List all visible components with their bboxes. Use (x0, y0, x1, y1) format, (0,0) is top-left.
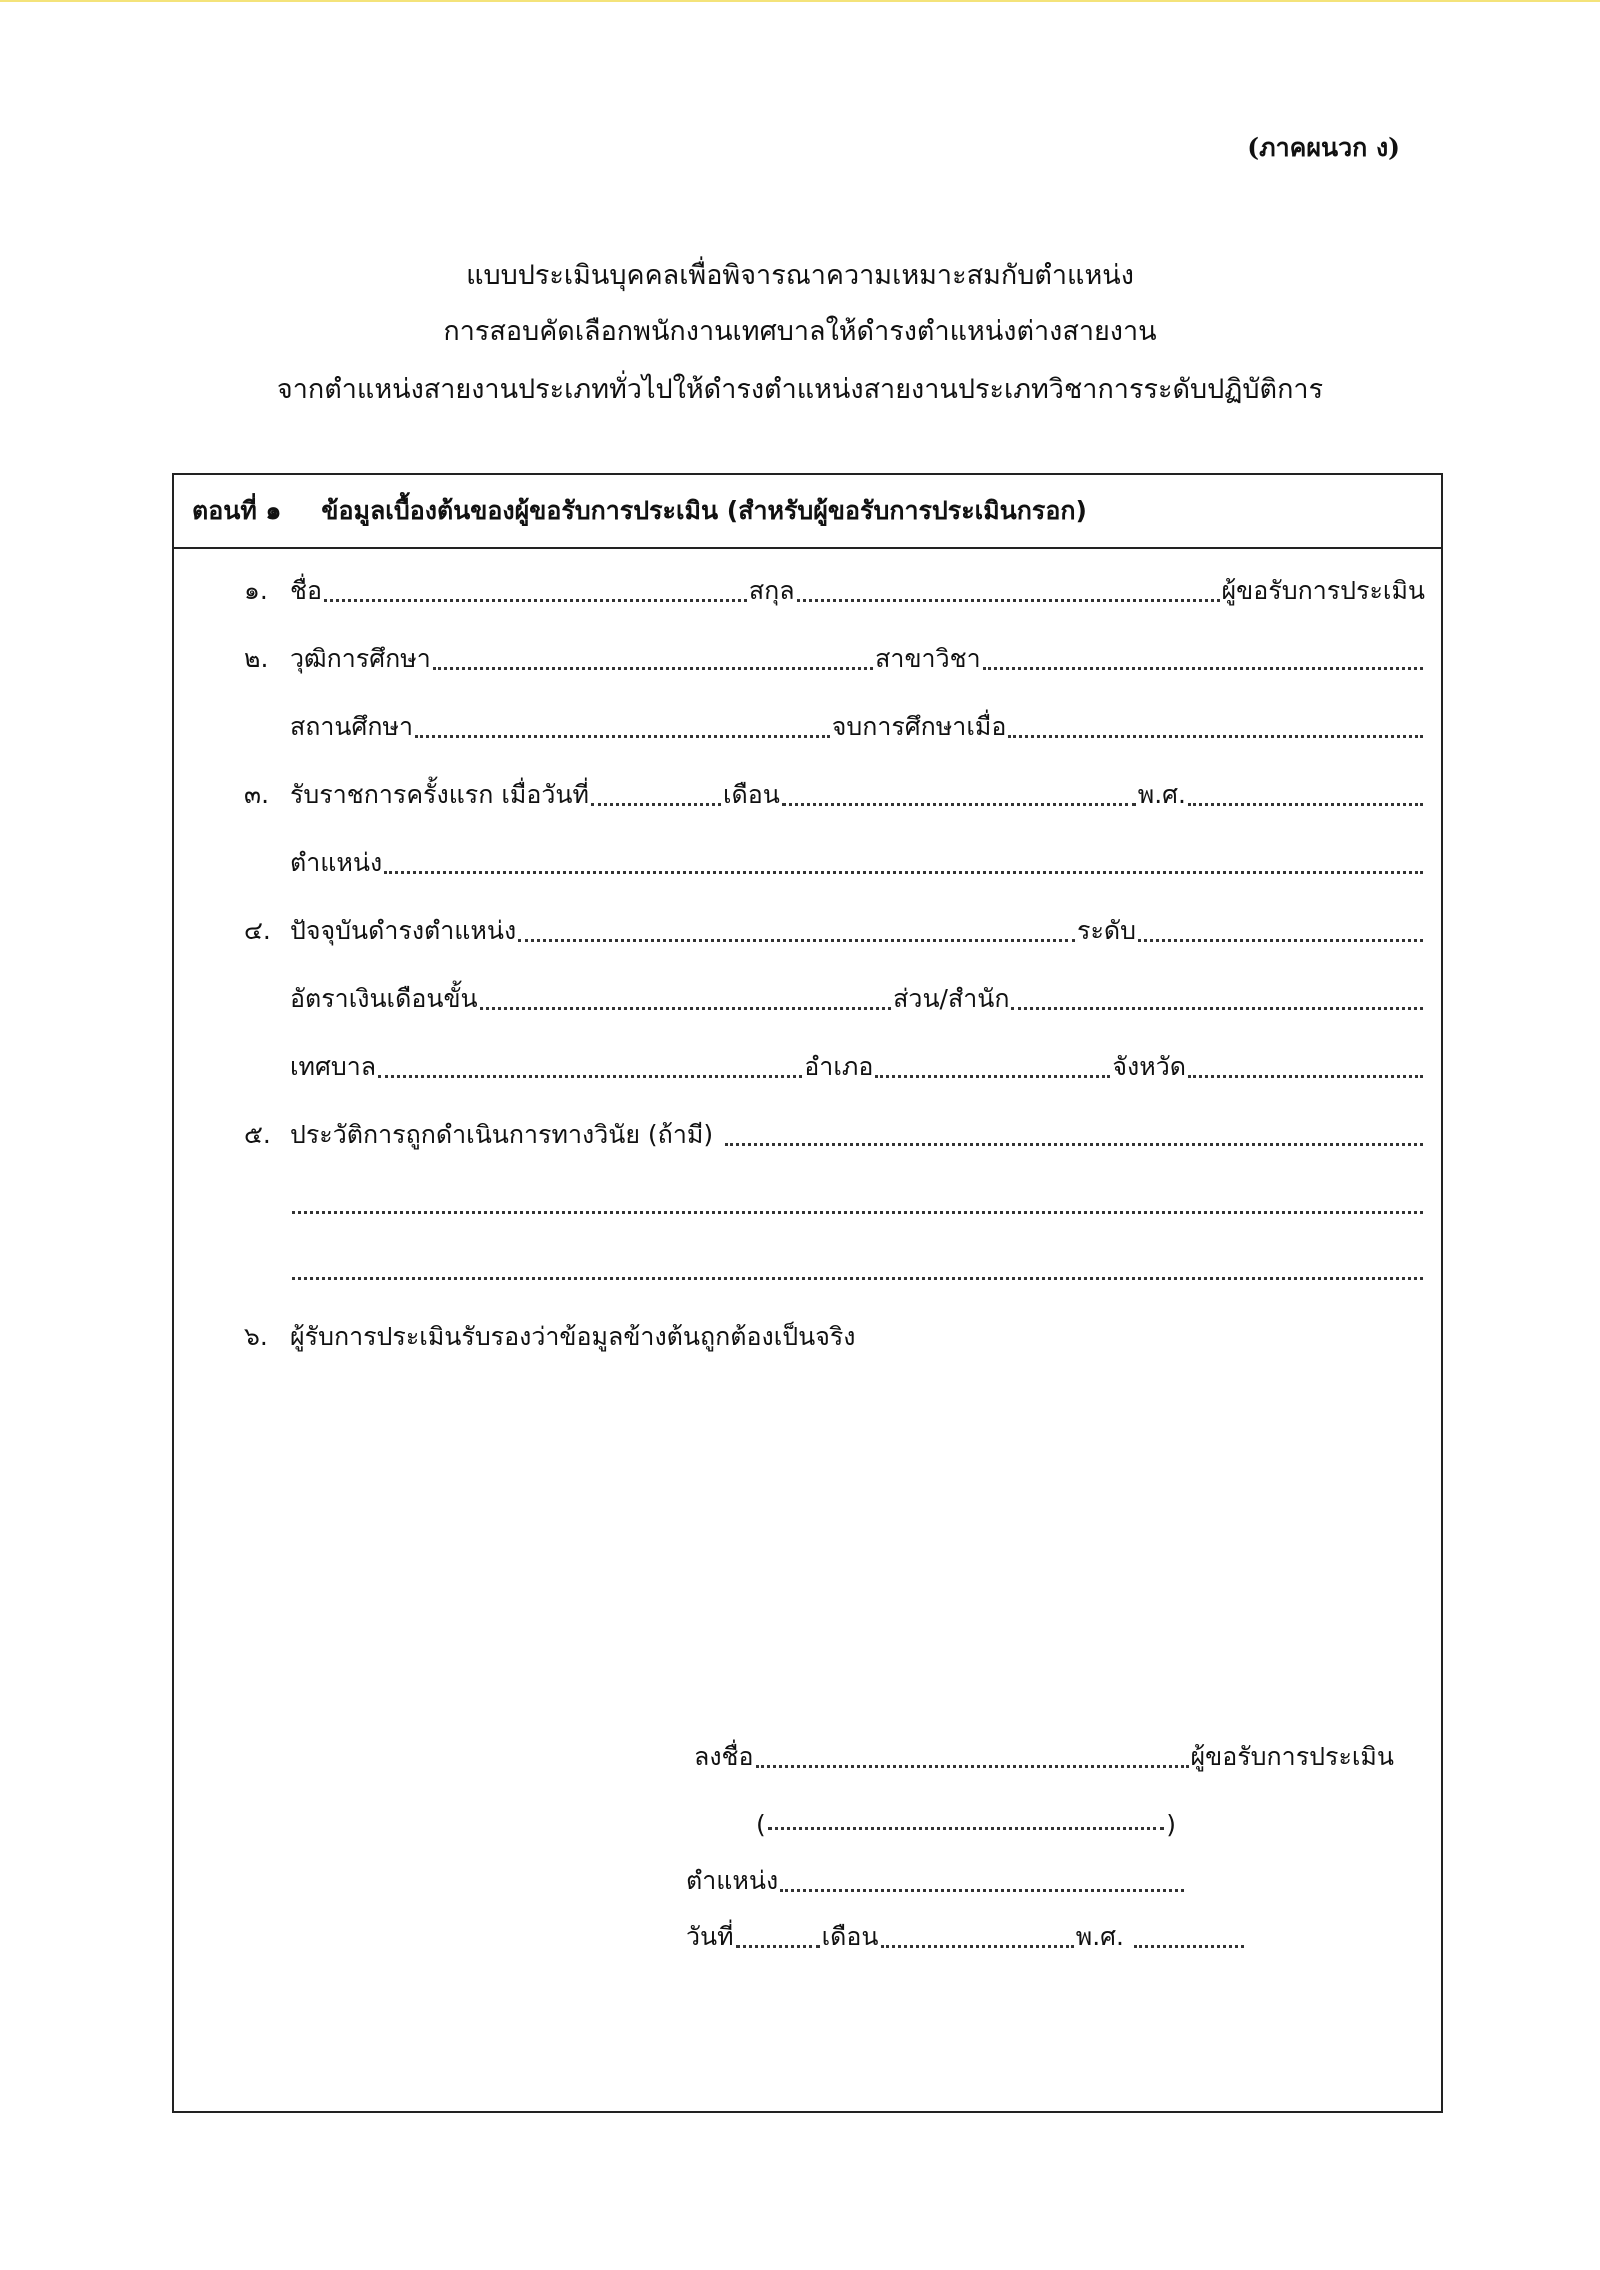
printed-name-field[interactable] (768, 1827, 1164, 1830)
row-discipline-2 (290, 1179, 1425, 1223)
printed-name-row (756, 1795, 1176, 1839)
row-name (244, 567, 1425, 611)
form-frame (172, 473, 1443, 2113)
name-field[interactable] (324, 599, 747, 602)
municipality-label: เทศบาล (290, 1052, 377, 1081)
month-label: เดือน (722, 780, 780, 809)
first-service-day-field[interactable] (591, 803, 721, 806)
municipality-field[interactable] (378, 1075, 802, 1078)
position-label: ตำแหน่ง (290, 848, 383, 877)
signature-position-label: ตำแหน่ง (686, 1866, 779, 1895)
salary-label: อัตราเงินเดือนขั้น (290, 984, 478, 1013)
item-number: ๕. (244, 1120, 271, 1149)
district-label: อำเภอ (804, 1052, 874, 1081)
date-day-field[interactable] (736, 1945, 820, 1948)
level-field[interactable] (1138, 939, 1423, 942)
surname-field[interactable] (797, 599, 1220, 602)
signature-position-field[interactable] (780, 1889, 1184, 1892)
item-number: ๖. (244, 1322, 268, 1351)
signature-position-row (686, 1857, 1186, 1901)
discipline-field-line-2[interactable] (292, 1211, 1423, 1214)
section-header (174, 475, 1441, 549)
institution-label: สถานศึกษา (290, 712, 414, 741)
certify-text: ผู้รับการประเมินรับรองว่าข้อมูลข้างต้นถูกต้องเป็นจริง (290, 1322, 856, 1351)
first-service-month-field[interactable] (782, 803, 1136, 806)
title-line-2: การสอบคัดเลือกพนักงานเทศบาลให้ดำรงตำแหน่งต่างสายงาน (443, 316, 1157, 347)
paren-close: ) (1166, 1810, 1176, 1839)
institution-field[interactable] (415, 735, 830, 738)
sign-label: ลงชื่อ (694, 1742, 754, 1771)
row-degree (244, 635, 1425, 679)
row-salary (290, 975, 1425, 1019)
row-position (290, 839, 1425, 883)
signature-applicant-label: ผู้ขอรับการประเมิน (1190, 1742, 1394, 1771)
salary-field[interactable] (480, 1007, 892, 1010)
be-year-label: พ.ศ. (1137, 780, 1186, 809)
row-municipality (290, 1043, 1425, 1087)
province-label: จังหวัด (1112, 1052, 1186, 1081)
graduated-field[interactable] (1008, 735, 1423, 738)
row-certify (244, 1313, 1425, 1357)
signature-field[interactable] (756, 1765, 1189, 1768)
appendix-label: (ภาคผนวก ง) (1247, 133, 1400, 162)
row-discipline (244, 1111, 1425, 1155)
section-part: ตอนที่ ๑ (192, 496, 282, 525)
date-month-field[interactable] (881, 1945, 1074, 1948)
discipline-label: ประวัติการถูกดำเนินการทางวินัย (ถ้ามี) (290, 1120, 714, 1149)
surname-label: สกุล (748, 576, 795, 605)
current-position-label: ปัจจุบันดำรงตำแหน่ง (290, 916, 517, 945)
first-service-label: รับราชการครั้งแรก เมื่อวันที่ (290, 780, 589, 809)
applicant-label: ผู้ขอรับการประเมิน (1221, 576, 1426, 605)
name-label: ชื่อ (290, 576, 322, 605)
date-month-label: เดือน (821, 1922, 879, 1951)
district-field[interactable] (875, 1075, 1110, 1078)
row-discipline-3 (290, 1245, 1425, 1289)
degree-label: วุฒิการศึกษา (290, 644, 431, 673)
signature-row (694, 1733, 1394, 1777)
row-institution (290, 703, 1425, 747)
division-field[interactable] (1011, 1007, 1423, 1010)
degree-field[interactable] (433, 667, 873, 670)
first-service-year-field[interactable] (1188, 803, 1423, 806)
date-be-label: พ.ศ. (1075, 1922, 1124, 1951)
title-line-1: แบบประเมินบุคคลเพื่อพิจารณาความเหมาะสมกับตำแหน่ง (466, 260, 1134, 291)
division-label: ส่วน/สำนัก (893, 984, 1010, 1013)
signature-date-row (686, 1913, 1246, 1957)
date-label: วันที่ (686, 1922, 734, 1951)
top-border-line (0, 0, 1600, 2)
item-number: ๑. (244, 576, 268, 605)
item-number: ๔. (244, 916, 271, 945)
graduated-label: จบการศึกษาเมื่อ (831, 712, 1007, 741)
level-label: ระดับ (1077, 916, 1136, 945)
row-current-position (244, 907, 1425, 951)
title-line-3: จากตำแหน่งสายงานประเภททั่วไปให้ดำรงตำแหน่งสายงานประเภทวิชาการระดับปฏิบัติการ (276, 374, 1324, 405)
major-field[interactable] (983, 667, 1423, 670)
province-field[interactable] (1188, 1075, 1423, 1078)
position-field[interactable] (384, 871, 1423, 874)
major-label: สาขาวิชา (875, 644, 981, 673)
item-number: ๒. (244, 644, 269, 673)
date-year-field[interactable] (1134, 1945, 1244, 1948)
item-number: ๓. (244, 780, 270, 809)
discipline-field-line-3[interactable] (292, 1277, 1423, 1280)
current-position-field[interactable] (518, 939, 1075, 942)
section-heading: ข้อมูลเบื้องต้นของผู้ขอรับการประเมิน (สำหรับผู้ขอรับการประเมินกรอก) (321, 496, 1087, 525)
row-first-service (244, 771, 1425, 815)
discipline-field[interactable] (725, 1143, 1423, 1146)
paren-open: ( (756, 1810, 766, 1839)
